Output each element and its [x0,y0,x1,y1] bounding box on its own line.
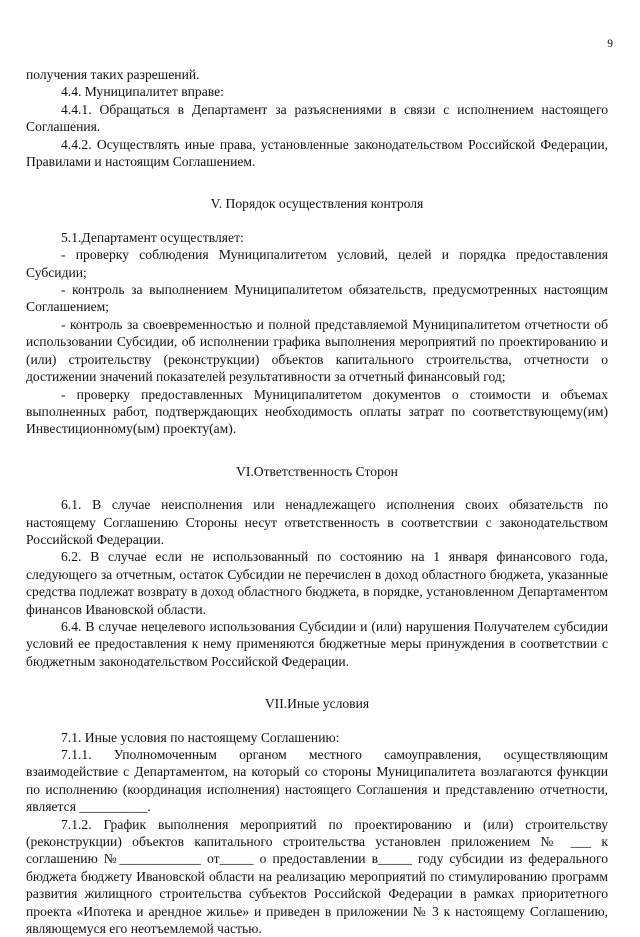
clause-4-4-2: 4.4.2. Осуществлять иные права, установленные законодательством Российской Федерации, Правилами и настоящим Соглашением. [26,136,608,170]
spacer [26,213,608,229]
clause-5-1-item: - контроль за выполнением Муниципалитетом обязательств, предусмотренных настоящим Соглашением; [26,282,608,315]
clause-7-1: 7.1. Иные условия по настоящему Соглашению: [61,729,340,745]
spacer [26,480,608,496]
clause-5-1-item: - контроль за своевременностью и полной представляемой Муниципалитетом отчетности об использовании Субсидии, об исполнении графика выполнения мероприятий по проектированию и (или) строительству (реконструкции) объектов капитального строительства, отчетности о достижении значений показателей результативности за отчетный финансовый год; [26,316,608,385]
spacer [26,170,608,195]
clause-7-1-1: 7.1.1. Уполномоченным органом местного самоуправления, осуществляющим взаимодействие с Департаментом, на который со стороны Муниципалитета возлагаются функции по исполнению (координация исполнения) настоящего Соглашения и представлению отчетности, является __________. [26,747,608,815]
clause-6-1: 6.1. В случае неисполнения или ненадлежащего исполнения своих обязательств по настоящему Соглашению Стороны несут ответственность в соответствии с законодательством Российской Федерации. [26,497,608,547]
clause-6-2: 6.2. В случае если не использованный по состоянию на 1 января финансового года, следующего за отчетным, остаток Субсидии не перечислен в доход областного бюджета, указанные средства подлежат возврату в доход областного бюджета, в порядке, установленном Департаментом финансов Ивановской области. [26,549,608,617]
clause-5-1-item: - проверку соблюдения Муниципалитетом условий, целей и порядка предоставления Субсидии; [26,247,608,280]
spacer [26,713,608,729]
section-5-title: V. Порядок осуществления контроля [210,196,424,212]
clause-5-1: 5.1.Департамент осуществляет: [61,229,244,245]
clause-5-1-item: - проверку предоставленных Муниципалитетом документов о стоимости и объемах выполненных работ, подтверждающих необходимость оплаты затрат по соответствующему(им) Инвестиционному(ым) проекту(ам). [26,386,608,437]
document-body [26,66,608,937]
page-number: 9 [607,38,613,50]
section-6-title: VI.Ответственность Сторон [236,463,398,479]
spacer [26,438,608,463]
spacer [26,670,608,695]
paragraph-continuation: получения таких разрешений. [26,67,200,82]
clause-4-4: 4.4. Муниципалитет вправе: [61,84,224,100]
clause-6-4: 6.4. В случае нецелевого использования Субсидии и (или) нарушения Получателем субсидии условий ее предоставления к нему применяются бюджетные меры принуждения в соответствии с бюджетным законодательством Российской Федерации. [26,618,608,669]
clause-4-4-1: 4.4.1. Обращаться в Департамент за разъяснениями в связи с исполнением настоящего Соглашения. [26,101,608,135]
section-7-title: VII.Иные условия [264,696,370,712]
clause-7-1-2: 7.1.2. График выполнения мероприятий по проектированию и (или) строительству (реконструкции) объектов капитального строительства установлен приложением № ___ к соглашению №____________ от_____ о предоставлении в_____ году субсидии из федерального бюджета бюджету Ивановской области на реализацию мероприятий по стимулированию программ развития жилищного строительства субъектов Российской Федерации в рамках приоритетного проекта «Ипотека и арендное жилье» и приведен в приложении № 3 к настоящему Соглашению, являющемуся его неотъемлемой частью. [26,816,608,937]
